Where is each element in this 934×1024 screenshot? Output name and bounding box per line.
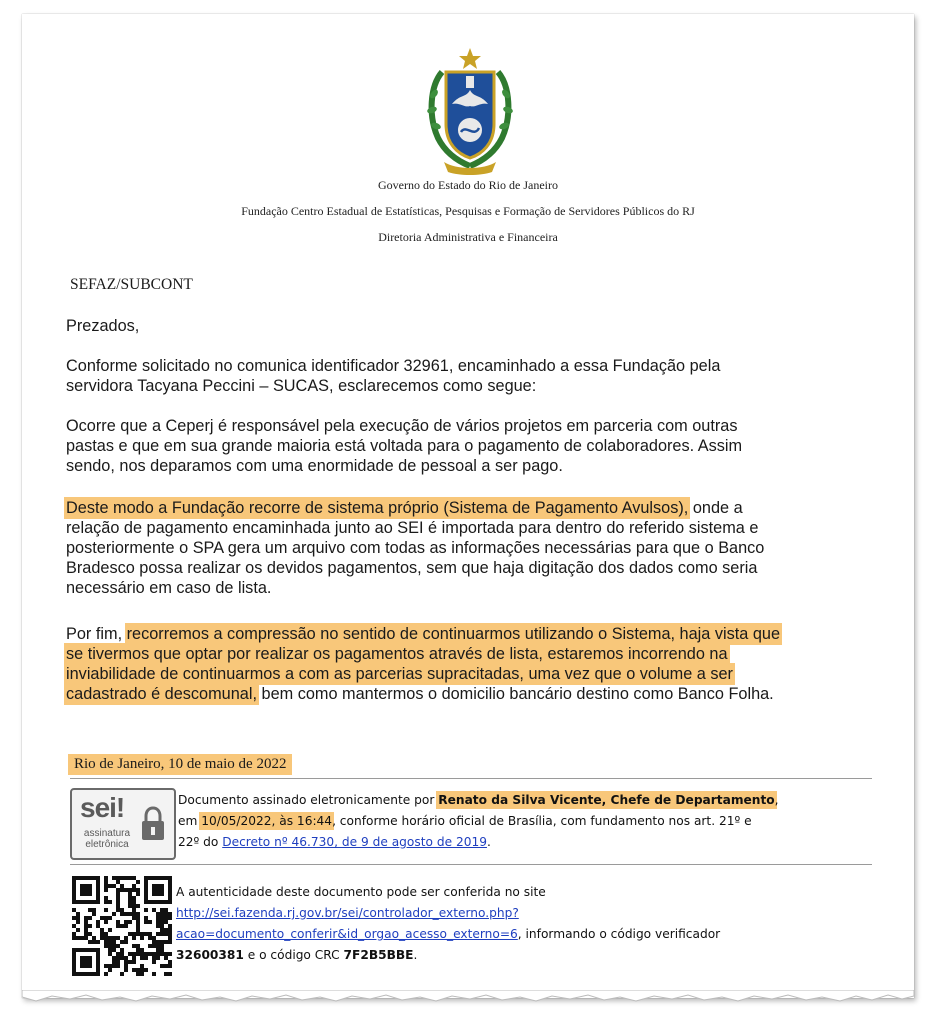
signature-text: 22º do — [178, 835, 223, 849]
highlighted-text: cadastrado é descomunal, — [66, 685, 257, 703]
paragraph-line: Bradesco possa realizar os devidos pagamentos, sem que haja digitação dos dados como seria — [66, 559, 758, 577]
authenticity-text: , informando o código verificador — [517, 927, 721, 941]
signature-text: Documento assinado eletronicamente por — [178, 793, 439, 807]
verification-url[interactable]: acao=documento_conferir&id_orgao_acesso_externo=6 — [176, 927, 518, 941]
authenticity-text: . — [413, 948, 418, 962]
paragraph-text: onde a — [688, 499, 743, 517]
signature-text: , conforme horário oficial de Brasília, com fundamento nos art. 21º e — [332, 814, 752, 828]
paragraph-3 — [66, 498, 764, 598]
paragraph-line: Ocorre que a Ceperj é responsável pela execução de vários projetos em parceria com outras — [66, 417, 738, 435]
decree-link[interactable]: Decreto nº 46.730, de 9 de agosto de 2019 — [222, 835, 487, 849]
highlighted-text: inviabilidade de continuarmos a com as parcerias supracitadas, uma vez que o volume a ser — [66, 665, 733, 683]
paragraph-text: Por fim, — [66, 625, 127, 643]
verifier-code: 32600381 — [176, 948, 244, 962]
signature-timestamp: 10/05/2022, às 16:44 — [201, 814, 333, 828]
header-line-government: Governo do Estado do Rio de Janeiro — [378, 178, 558, 192]
signer-name: Renato da Silva Vicente, Chefe de Departamento — [438, 793, 775, 807]
header-line-directorate: Diretoria Administrativa e Financeira — [378, 230, 558, 244]
paragraph-text: bem como mantermos o domicilio bancário destino como Banco Folha. — [256, 685, 774, 703]
signature-text: em — [178, 814, 202, 828]
greeting: Prezados, — [66, 317, 140, 335]
sei-logo-subtext: assinatura — [83, 828, 131, 839]
header-line-foundation: Fundação Centro Estadual de Estatísticas, Pesquisas e Formação de Servidores Públicos do RJ — [241, 204, 695, 218]
paragraph-line: posteriormente o SPA gera um arquivo com todas as informações necessárias para que o Banco — [66, 539, 765, 557]
highlighted-text: Deste modo a Fundação recorre de sistema próprio (Sistema de Pagamento Avulsos), — [66, 499, 689, 517]
paragraph-4 — [66, 624, 780, 704]
qr-code — [72, 876, 172, 976]
padlock-icon — [140, 806, 166, 842]
sei-logo-text: sei! — [80, 792, 125, 823]
paragraph-line: servidora Tacyana Peccini – SUCAS, esclarecemos como segue: — [66, 377, 537, 395]
paragraph-2 — [66, 416, 742, 476]
signature-text: , — [774, 793, 779, 807]
crc-code: 7F2B5BBE — [343, 948, 414, 962]
divider — [70, 778, 872, 779]
paragraph-line: sendo, nos deparamos com uma enormidade de pessoal a ser pago. — [66, 457, 563, 475]
sei-logo-subtext: eletrônica — [85, 839, 129, 850]
date-place: Rio de Janeiro, 10 de maio de 2022 — [68, 754, 292, 775]
recipient: SEFAZ/SUBCONT — [70, 276, 193, 293]
paragraph-1 — [66, 356, 720, 396]
verification-url[interactable]: http://sei.fazenda.rj.gov.br/sei/controlador_externo.php? — [176, 906, 519, 920]
sei-logo — [70, 788, 176, 860]
paragraph-line: necessário em caso de lista. — [66, 579, 272, 597]
document-page — [22, 14, 914, 998]
divider — [70, 864, 872, 865]
paragraph-line: relação de pagamento encaminhada junto ao SEI é importada para dentro do referido sistema e — [66, 519, 759, 537]
paragraph-line: pastas e que em sua grande maioria está voltada para o pagamento de colaboradores. Assim — [66, 437, 743, 455]
torn-paper-edge — [22, 990, 914, 1006]
authenticity-text: e o código CRC — [243, 948, 344, 962]
authenticity-text: A autenticidade deste documento pode ser conferida no site — [176, 885, 546, 899]
signature-block — [178, 790, 779, 853]
highlighted-text: se tivermos que optar por realizar os pagamentos através de lista, estaremos incorrendo na — [66, 645, 728, 663]
signature-text: . — [486, 835, 491, 849]
highlighted-text: recorremos a compressão no sentido de continuarmos utilizando o Sistema, haja vista que — [126, 625, 781, 643]
rio-coat-of-arms-seal — [420, 46, 520, 178]
paragraph-line: Conforme solicitado no comunica identificador 32961, encaminhado a essa Fundação pela — [66, 357, 721, 375]
authenticity-block — [176, 882, 720, 966]
